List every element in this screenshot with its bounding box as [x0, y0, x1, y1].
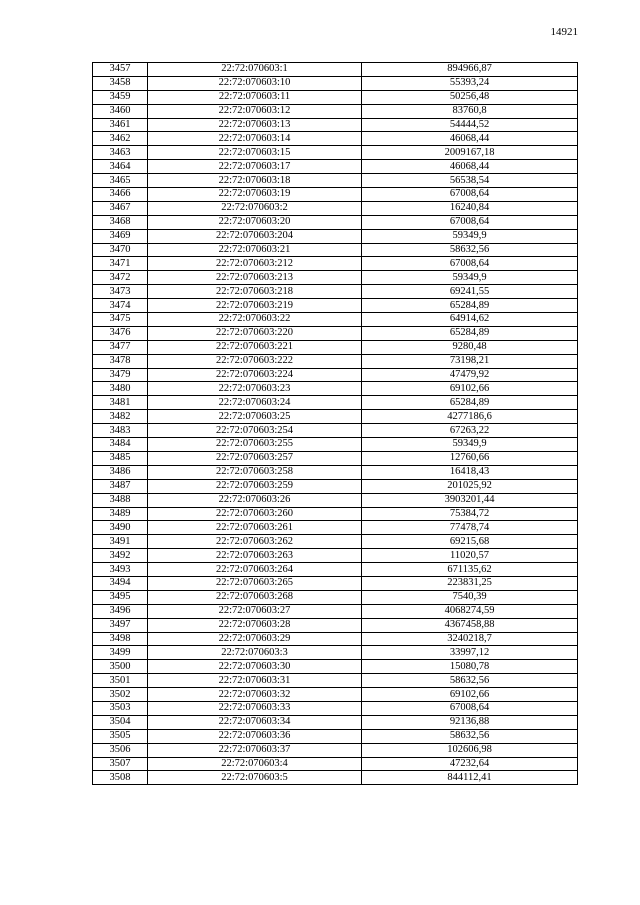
- row-number-cell: 3483: [93, 424, 148, 438]
- cadastral-number-cell: 22:72:070603:258: [148, 465, 362, 479]
- value-cell: 55393,24: [362, 76, 578, 90]
- cadastral-number-cell: 22:72:070603:28: [148, 618, 362, 632]
- row-number-cell: 3479: [93, 368, 148, 382]
- row-number-cell: 3500: [93, 660, 148, 674]
- cadastral-number-cell: 22:72:070603:265: [148, 576, 362, 590]
- row-number-cell: 3462: [93, 132, 148, 146]
- table-row: [93, 354, 578, 368]
- value-cell: 67008,64: [362, 188, 578, 202]
- table-row: [93, 382, 578, 396]
- table-row: [93, 76, 578, 90]
- cadastral-number-cell: 22:72:070603:1: [148, 63, 362, 77]
- row-number-cell: 3484: [93, 438, 148, 452]
- table-row: [93, 63, 578, 77]
- cadastral-number-cell: 22:72:070603:31: [148, 674, 362, 688]
- table-row: [93, 132, 578, 146]
- table-row: [93, 465, 578, 479]
- value-cell: 59349,9: [362, 438, 578, 452]
- cadastral-number-cell: 22:72:070603:257: [148, 451, 362, 465]
- cadastral-number-cell: 22:72:070603:32: [148, 688, 362, 702]
- table-row: [93, 424, 578, 438]
- cadastral-number-cell: 22:72:070603:204: [148, 229, 362, 243]
- value-cell: 11020,57: [362, 549, 578, 563]
- value-cell: 9280,48: [362, 340, 578, 354]
- table-body: [93, 63, 578, 785]
- value-cell: 64914,62: [362, 313, 578, 327]
- value-cell: 58632,56: [362, 729, 578, 743]
- cadastral-number-cell: 22:72:070603:3: [148, 646, 362, 660]
- cadastral-number-cell: 22:72:070603:219: [148, 299, 362, 313]
- row-number-cell: 3461: [93, 118, 148, 132]
- row-number-cell: 3468: [93, 215, 148, 229]
- row-number-cell: 3482: [93, 410, 148, 424]
- row-number-cell: 3481: [93, 396, 148, 410]
- row-number-cell: 3508: [93, 771, 148, 785]
- value-cell: 33997,12: [362, 646, 578, 660]
- cadastral-value-table: [92, 62, 578, 785]
- table-row: [93, 215, 578, 229]
- value-cell: 4367458,88: [362, 618, 578, 632]
- row-number-cell: 3470: [93, 243, 148, 257]
- cadastral-number-cell: 22:72:070603:21: [148, 243, 362, 257]
- table-row: [93, 201, 578, 215]
- cadastral-number-cell: 22:72:070603:27: [148, 604, 362, 618]
- table-row: [93, 771, 578, 785]
- row-number-cell: 3493: [93, 563, 148, 577]
- cadastral-number-cell: 22:72:070603:23: [148, 382, 362, 396]
- table-row: [93, 396, 578, 410]
- value-cell: 16418,43: [362, 465, 578, 479]
- row-number-cell: 3473: [93, 285, 148, 299]
- row-number-cell: 3466: [93, 188, 148, 202]
- row-number-cell: 3506: [93, 743, 148, 757]
- table-row: [93, 674, 578, 688]
- value-cell: 58632,56: [362, 674, 578, 688]
- table-row: [93, 549, 578, 563]
- table-row: [93, 743, 578, 757]
- table-row: [93, 521, 578, 535]
- cadastral-number-cell: 22:72:070603:13: [148, 118, 362, 132]
- row-number-cell: 3494: [93, 576, 148, 590]
- row-number-cell: 3463: [93, 146, 148, 160]
- row-number-cell: 3459: [93, 90, 148, 104]
- value-cell: 671135,62: [362, 563, 578, 577]
- table-row: [93, 563, 578, 577]
- value-cell: 83760,8: [362, 104, 578, 118]
- row-number-cell: 3464: [93, 160, 148, 174]
- cadastral-number-cell: 22:72:070603:255: [148, 438, 362, 452]
- cadastral-number-cell: 22:72:070603:36: [148, 729, 362, 743]
- cadastral-number-cell: 22:72:070603:22: [148, 313, 362, 327]
- table-row: [93, 271, 578, 285]
- table-row: [93, 507, 578, 521]
- value-cell: 4277186,6: [362, 410, 578, 424]
- page-number: 14921: [550, 26, 578, 38]
- value-cell: 58632,56: [362, 243, 578, 257]
- value-cell: 102606,98: [362, 743, 578, 757]
- cadastral-number-cell: 22:72:070603:33: [148, 701, 362, 715]
- row-number-cell: 3486: [93, 465, 148, 479]
- value-cell: 15080,78: [362, 660, 578, 674]
- value-cell: 894966,87: [362, 63, 578, 77]
- table-row: [93, 646, 578, 660]
- value-cell: 2009167,18: [362, 146, 578, 160]
- value-cell: 75384,72: [362, 507, 578, 521]
- cadastral-number-cell: 22:72:070603:12: [148, 104, 362, 118]
- table-row: [93, 118, 578, 132]
- value-cell: 50256,48: [362, 90, 578, 104]
- table-row: [93, 243, 578, 257]
- row-number-cell: 3507: [93, 757, 148, 771]
- value-cell: 16240,84: [362, 201, 578, 215]
- row-number-cell: 3504: [93, 715, 148, 729]
- cadastral-number-cell: 22:72:070603:34: [148, 715, 362, 729]
- value-cell: 844112,41: [362, 771, 578, 785]
- table-row: [93, 410, 578, 424]
- row-number-cell: 3498: [93, 632, 148, 646]
- value-cell: 67263,22: [362, 424, 578, 438]
- row-number-cell: 3460: [93, 104, 148, 118]
- cadastral-number-cell: 22:72:070603:24: [148, 396, 362, 410]
- table-row: [93, 493, 578, 507]
- table-row: [93, 757, 578, 771]
- cadastral-number-cell: 22:72:070603:262: [148, 535, 362, 549]
- value-cell: 46068,44: [362, 132, 578, 146]
- cadastral-number-cell: 22:72:070603:254: [148, 424, 362, 438]
- row-number-cell: 3501: [93, 674, 148, 688]
- cadastral-number-cell: 22:72:070603:29: [148, 632, 362, 646]
- table-row: [93, 576, 578, 590]
- value-cell: 59349,9: [362, 229, 578, 243]
- row-number-cell: 3492: [93, 549, 148, 563]
- row-number-cell: 3496: [93, 604, 148, 618]
- row-number-cell: 3490: [93, 521, 148, 535]
- row-number-cell: 3458: [93, 76, 148, 90]
- cadastral-number-cell: 22:72:070603:221: [148, 340, 362, 354]
- cadastral-number-cell: 22:72:070603:212: [148, 257, 362, 271]
- cadastral-number-cell: 22:72:070603:37: [148, 743, 362, 757]
- table-row: [93, 660, 578, 674]
- cadastral-number-cell: 22:72:070603:18: [148, 174, 362, 188]
- table-row: [93, 701, 578, 715]
- row-number-cell: 3488: [93, 493, 148, 507]
- value-cell: 7540,39: [362, 590, 578, 604]
- row-number-cell: 3467: [93, 201, 148, 215]
- row-number-cell: 3499: [93, 646, 148, 660]
- value-cell: 47232,64: [362, 757, 578, 771]
- row-number-cell: 3487: [93, 479, 148, 493]
- row-number-cell: 3502: [93, 688, 148, 702]
- row-number-cell: 3476: [93, 326, 148, 340]
- value-cell: 223831,25: [362, 576, 578, 590]
- value-cell: 47479,92: [362, 368, 578, 382]
- table-row: [93, 326, 578, 340]
- table-row: [93, 535, 578, 549]
- row-number-cell: 3465: [93, 174, 148, 188]
- row-number-cell: 3495: [93, 590, 148, 604]
- table-row: [93, 160, 578, 174]
- value-cell: 67008,64: [362, 257, 578, 271]
- value-cell: 46068,44: [362, 160, 578, 174]
- value-cell: 59349,9: [362, 271, 578, 285]
- table-row: [93, 299, 578, 313]
- row-number-cell: 3485: [93, 451, 148, 465]
- cadastral-number-cell: 22:72:070603:218: [148, 285, 362, 299]
- cadastral-number-cell: 22:72:070603:268: [148, 590, 362, 604]
- table-row: [93, 229, 578, 243]
- cadastral-number-cell: 22:72:070603:17: [148, 160, 362, 174]
- cadastral-number-cell: 22:72:070603:10: [148, 76, 362, 90]
- value-cell: 54444,52: [362, 118, 578, 132]
- cadastral-number-cell: 22:72:070603:4: [148, 757, 362, 771]
- value-cell: 69215,68: [362, 535, 578, 549]
- value-cell: 67008,64: [362, 701, 578, 715]
- value-cell: 65284,89: [362, 326, 578, 340]
- value-cell: 65284,89: [362, 396, 578, 410]
- value-cell: 3240218,7: [362, 632, 578, 646]
- row-number-cell: 3474: [93, 299, 148, 313]
- table-row: [93, 285, 578, 299]
- cadastral-number-cell: 22:72:070603:224: [148, 368, 362, 382]
- value-cell: 92136,88: [362, 715, 578, 729]
- table-row: [93, 257, 578, 271]
- value-cell: 3903201,44: [362, 493, 578, 507]
- cadastral-number-cell: 22:72:070603:259: [148, 479, 362, 493]
- table-row: [93, 451, 578, 465]
- value-cell: 69102,66: [362, 382, 578, 396]
- cadastral-number-cell: 22:72:070603:220: [148, 326, 362, 340]
- table-row: [93, 104, 578, 118]
- cadastral-number-cell: 22:72:070603:25: [148, 410, 362, 424]
- table-row: [93, 715, 578, 729]
- row-number-cell: 3503: [93, 701, 148, 715]
- value-cell: 12760,66: [362, 451, 578, 465]
- cadastral-number-cell: 22:72:070603:15: [148, 146, 362, 160]
- table-row: [93, 146, 578, 160]
- table-row: [93, 438, 578, 452]
- table-row: [93, 479, 578, 493]
- row-number-cell: 3472: [93, 271, 148, 285]
- table-row: [93, 729, 578, 743]
- table-row: [93, 188, 578, 202]
- row-number-cell: 3475: [93, 313, 148, 327]
- value-cell: 69241,55: [362, 285, 578, 299]
- table-row: [93, 604, 578, 618]
- cadastral-number-cell: 22:72:070603:26: [148, 493, 362, 507]
- table-row: [93, 340, 578, 354]
- cadastral-number-cell: 22:72:070603:14: [148, 132, 362, 146]
- value-cell: 65284,89: [362, 299, 578, 313]
- value-cell: 4068274,59: [362, 604, 578, 618]
- value-cell: 56538,54: [362, 174, 578, 188]
- cadastral-number-cell: 22:72:070603:222: [148, 354, 362, 368]
- cadastral-number-cell: 22:72:070603:260: [148, 507, 362, 521]
- table-row: [93, 174, 578, 188]
- cadastral-number-cell: 22:72:070603:30: [148, 660, 362, 674]
- row-number-cell: 3471: [93, 257, 148, 271]
- cadastral-number-cell: 22:72:070603:20: [148, 215, 362, 229]
- value-cell: 201025,92: [362, 479, 578, 493]
- value-cell: 67008,64: [362, 215, 578, 229]
- table-row: [93, 632, 578, 646]
- row-number-cell: 3477: [93, 340, 148, 354]
- row-number-cell: 3457: [93, 63, 148, 77]
- table-row: [93, 688, 578, 702]
- value-cell: 73198,21: [362, 354, 578, 368]
- cadastral-number-cell: 22:72:070603:213: [148, 271, 362, 285]
- row-number-cell: 3491: [93, 535, 148, 549]
- cadastral-number-cell: 22:72:070603:261: [148, 521, 362, 535]
- cadastral-number-cell: 22:72:070603:5: [148, 771, 362, 785]
- cadastral-number-cell: 22:72:070603:263: [148, 549, 362, 563]
- table-row: [93, 313, 578, 327]
- cadastral-number-cell: 22:72:070603:11: [148, 90, 362, 104]
- table-row: [93, 590, 578, 604]
- row-number-cell: 3505: [93, 729, 148, 743]
- row-number-cell: 3469: [93, 229, 148, 243]
- table-row: [93, 90, 578, 104]
- value-cell: 69102,66: [362, 688, 578, 702]
- row-number-cell: 3478: [93, 354, 148, 368]
- cadastral-number-cell: 22:72:070603:2: [148, 201, 362, 215]
- cadastral-number-cell: 22:72:070603:264: [148, 563, 362, 577]
- table-row: [93, 368, 578, 382]
- row-number-cell: 3480: [93, 382, 148, 396]
- table-row: [93, 618, 578, 632]
- row-number-cell: 3489: [93, 507, 148, 521]
- value-cell: 77478,74: [362, 521, 578, 535]
- row-number-cell: 3497: [93, 618, 148, 632]
- cadastral-number-cell: 22:72:070603:19: [148, 188, 362, 202]
